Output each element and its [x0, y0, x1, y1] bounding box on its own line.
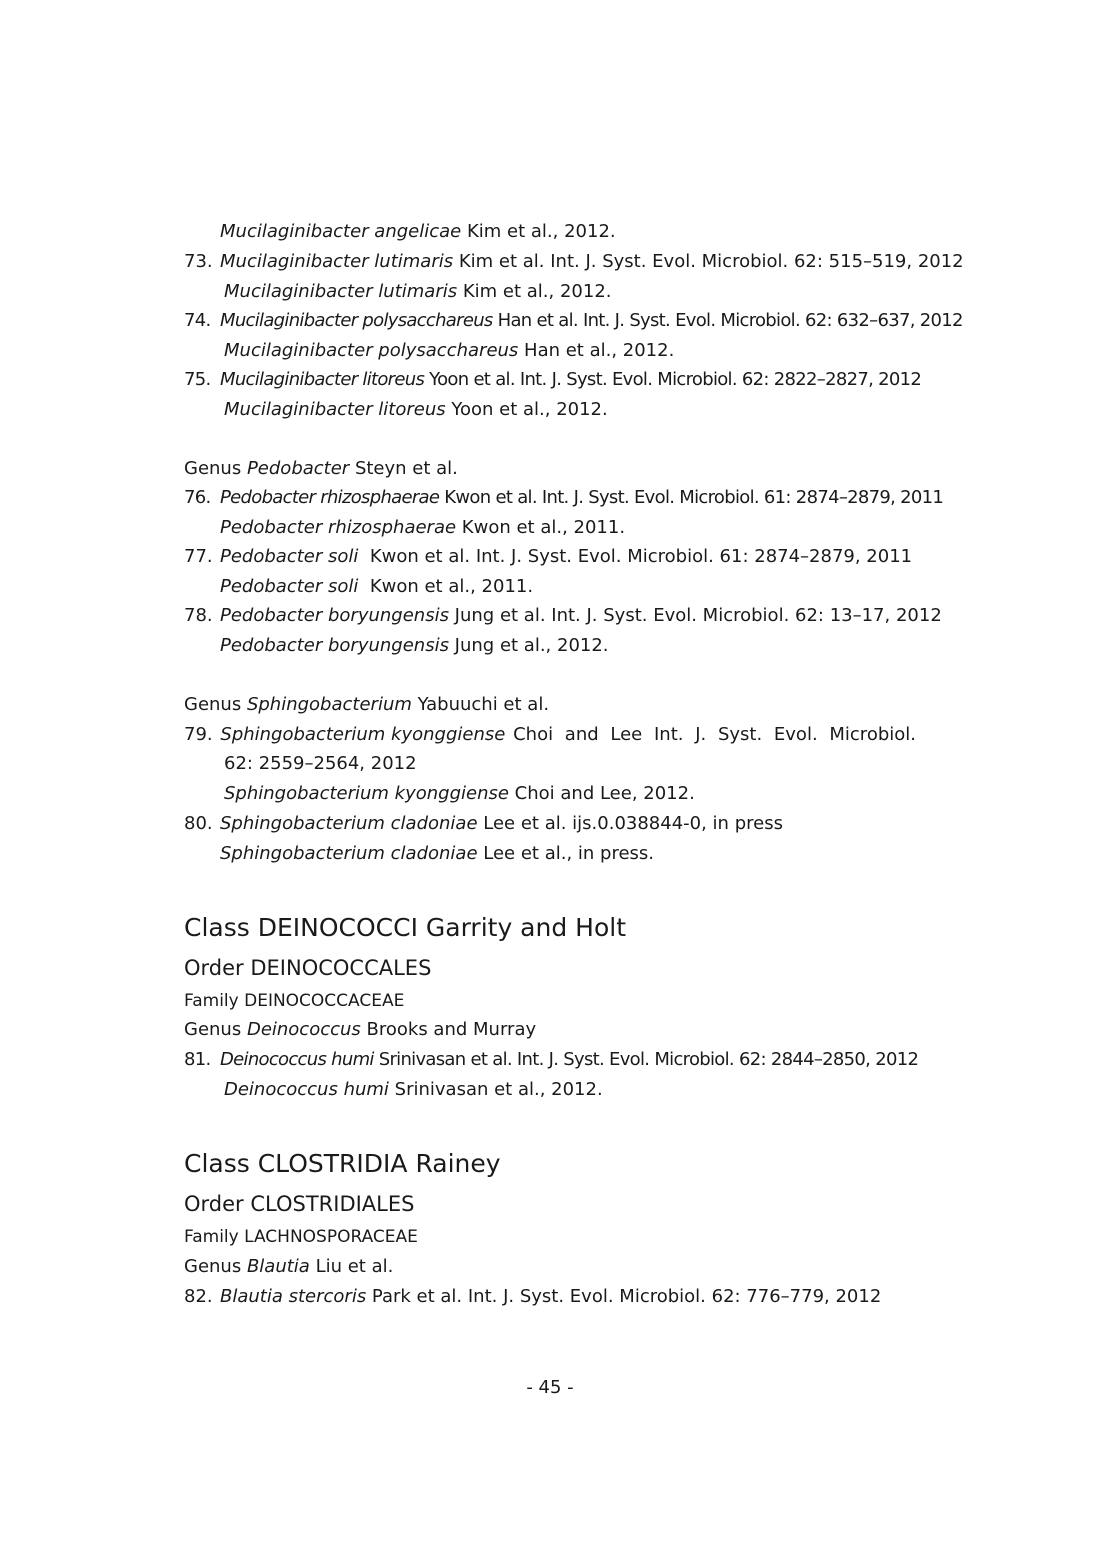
family-heading: Family LACHNOSPORACEAE [184, 1227, 418, 1247]
species-name: Mucilaginibacter polysacchareus [224, 340, 519, 361]
species-entry: 80. Sphingobacterium cladoniae Lee et al. ijs.0.038844-0, in press [184, 813, 783, 834]
species-name: Sphingobacterium cladoniae [220, 813, 478, 834]
species-entry: 79. Sphingobacterium kyonggiense Choi and Lee Int. J. Syst. Evol. Microbiol. [184, 724, 916, 745]
page-number: - 45 - [526, 1377, 574, 1398]
taxon-citation: Pedobacter boryungensis Jung et al., 2012. [220, 635, 609, 656]
taxon-citation: Sphingobacterium kyonggiense Choi and Lee, 2012. [224, 783, 695, 804]
species-name: Pedobacter rhizosphaerae [220, 517, 457, 538]
genus-heading: Genus Pedobacter Steyn et al. [184, 458, 458, 479]
species-name: Sphingobacterium kyonggiense [224, 783, 509, 804]
class-heading: Class DEINOCOCCI Garrity and Holt [184, 913, 627, 942]
species-name: Sphingobacterium kyonggiense [220, 724, 506, 745]
species-entry: 81. Deinococcus humi Srinivasan et al. Int. J. Syst. Evol. Microbiol. 62: 2844–2850, 2012 [184, 1049, 919, 1070]
genus-name: Sphingobacterium [246, 694, 412, 715]
taxon-citation: Pedobacter soli Kwon et al., 2011. [220, 576, 534, 597]
citation-continuation: 62: 2559–2564, 2012 [224, 753, 417, 774]
taxon-citation: Mucilaginibacter angelicae Kim et al., 2012. [220, 221, 616, 242]
order-heading: Order DEINOCOCCALES [184, 956, 432, 980]
species-entry: 73. Mucilaginibacter lutimaris Kim et al. Int. J. Syst. Evol. Microbiol. 62: 515–519, 2012 [184, 251, 964, 272]
species-entry: 76. Pedobacter rhizosphaerae Kwon et al. Int. J. Syst. Evol. Microbiol. 61: 2874–2879, 2011 [184, 487, 944, 508]
taxon-citation: Mucilaginibacter lutimaris Kim et al., 2012. [224, 281, 612, 302]
genus-heading: Genus Deinococcus Brooks and Murray [184, 1019, 537, 1040]
species-name: Mucilaginibacter lutimaris [220, 251, 454, 272]
species-name: Deinococcus humi [220, 1049, 374, 1070]
species-name: Pedobacter soli [220, 576, 359, 597]
taxon-citation: Mucilaginibacter polysacchareus Han et al., 2012. [224, 340, 675, 361]
taxon-citation: Deinococcus humi Srinivasan et al., 2012. [224, 1079, 603, 1100]
species-entry: 82. Blautia stercoris Park et al. Int. J. Syst. Evol. Microbiol. 62: 776–779, 2012 [184, 1286, 882, 1307]
species-name: Deinococcus humi [224, 1079, 389, 1100]
species-name: Mucilaginibacter litoreus [220, 369, 425, 390]
species-name: Pedobacter rhizosphaerae [220, 487, 440, 508]
genus-name: Blautia [246, 1256, 310, 1277]
species-entry: 75. Mucilaginibacter litoreus Yoon et al. Int. J. Syst. Evol. Microbiol. 62: 2822–2827, 2012 [184, 369, 922, 390]
class-heading: Class CLOSTRIDIA Rainey [184, 1149, 501, 1178]
taxon-citation: Pedobacter rhizosphaerae Kwon et al., 2011. [220, 517, 626, 538]
species-name: Pedobacter boryungensis [220, 605, 449, 626]
species-name: Sphingobacterium cladoniae [220, 843, 478, 864]
genus-heading: Genus Sphingobacterium Yabuuchi et al. [184, 694, 550, 715]
genus-name: Pedobacter [246, 458, 350, 479]
genus-heading: Genus Blautia Liu et al. [184, 1256, 394, 1277]
family-heading: Family DEINOCOCCACEAE [184, 991, 405, 1011]
species-name: Blautia stercoris [220, 1286, 367, 1307]
species-name: Mucilaginibacter angelicae [220, 221, 462, 242]
species-name: Pedobacter boryungensis [220, 635, 449, 656]
species-entry: 74. Mucilaginibacter polysacchareus Han et al. Int. J. Syst. Evol. Microbiol. 62: 632–637, 2012 [184, 310, 963, 331]
taxon-citation: Mucilaginibacter litoreus Yoon et al., 2012. [224, 399, 608, 420]
species-entry: 78. Pedobacter boryungensis Jung et al. Int. J. Syst. Evol. Microbiol. 62: 13–17, 2012 [184, 605, 942, 626]
order-heading: Order CLOSTRIDIALES [184, 1192, 415, 1216]
genus-name: Deinococcus [246, 1019, 361, 1040]
species-entry: 77. Pedobacter soli Kwon et al. Int. J. Syst. Evol. Microbiol. 61: 2874–2879, 2011 [184, 546, 913, 567]
taxon-citation: Sphingobacterium cladoniae Lee et al., in press. [220, 843, 655, 864]
species-name: Mucilaginibacter polysacchareus [220, 310, 493, 331]
species-name: Pedobacter soli [220, 546, 359, 567]
species-name: Mucilaginibacter litoreus [224, 399, 446, 420]
species-name: Mucilaginibacter lutimaris [224, 281, 458, 302]
